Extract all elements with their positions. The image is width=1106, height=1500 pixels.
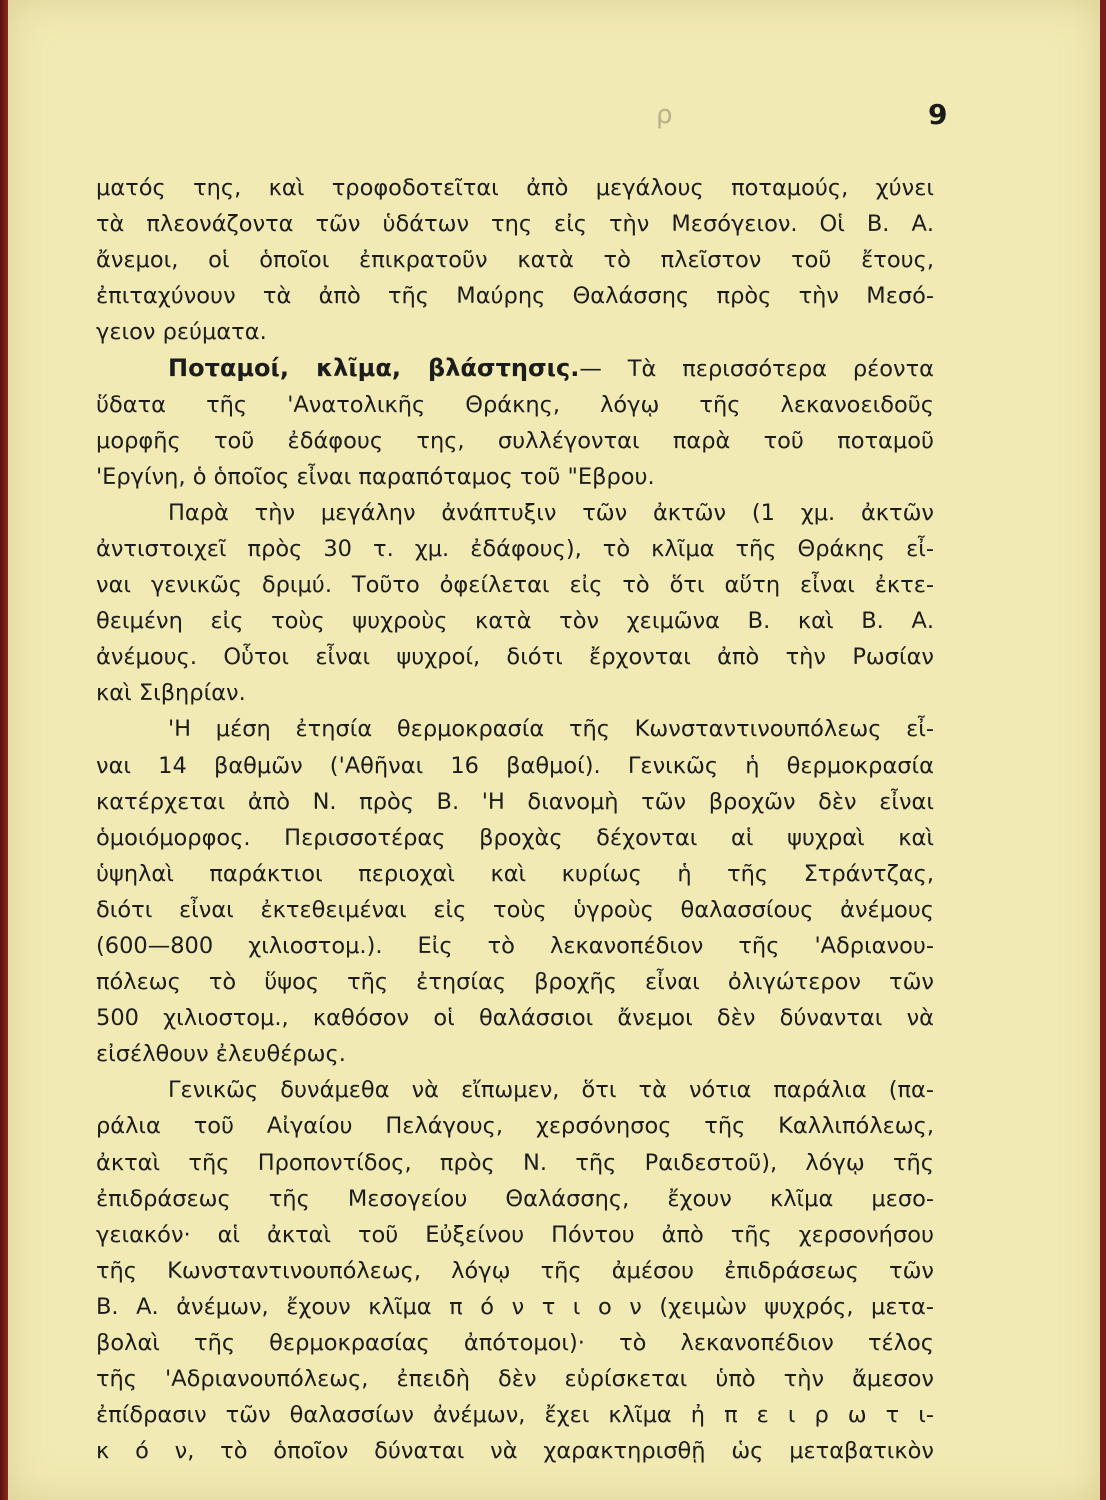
text-line: θειμένη εἰς τοὺς ψυχροὺς κατὰ τὸν χειμῶνα Β. καὶ Β. Α.	[96, 608, 934, 635]
text-line: βολαὶ τῆς θερμοκρασίας ἀπότομοι)· τὸ λεκανοπέδιον τέλος	[96, 1330, 934, 1356]
section-heading: Ποταμοί, κλῖμα, βλάστησις.	[168, 354, 580, 383]
text-line: τὰ πλεονάζοντα τῶν ὑδάτων της εἰς τὴν Μεσόγειον. Οἱ Β. Α.	[96, 211, 934, 238]
text-line: εἰσέλθουν ἐλευθέρως.	[96, 1041, 346, 1068]
text-line: διότι εἶναι ἐκτεθειμέναι εἰς τοὺς ὑγροὺς θαλασσίους ἀνέμους	[96, 896, 934, 923]
text-line: ματός της, καὶ τροφοδοτεῖται ἀπὸ μεγάλους ποταμούς, χύνει	[96, 175, 934, 201]
text-line: πόλεως τὸ ὕψος τῆς ἐτησίας βροχῆς εἶναι ὀλιγώτερον τῶν	[96, 969, 934, 996]
text-line: καὶ Σιβηρίαν.	[96, 680, 246, 707]
text-line: κατέρχεται ἀπὸ Ν. πρὸς Β. 'Η διανομὴ τῶν βροχῶν δὲν εἶναι	[96, 788, 934, 815]
text-line: τῆς 'Αδριανουπόλεως, ἐπειδὴ δὲν εὑρίσκεται ὑπὸ τὴν ἄμεσον	[96, 1366, 934, 1393]
page-edge	[0, 0, 8, 1500]
text-line: 500 χιλιοστομ., καθόσον οἱ θαλάσσιοι ἄνεμοι δὲν δύνανται νὰ	[96, 1005, 934, 1032]
text-line: 'Εργίνη, ὁ ὁποῖος εἶναι παραπόταμος τοῦ "Εβρου.	[96, 463, 655, 490]
book-page	[8, 0, 1100, 1500]
text-line: 'Η μέση ἐτησία θερμοκρασία τῆς Κωνσταντινουπόλεως εἶ-	[168, 716, 934, 743]
text-line: μορφῆς τοῦ ἐδάφους της, συλλέγονται παρὰ τοῦ ποταμοῦ	[96, 427, 934, 454]
text-line: ἀντιστοιχεῖ πρὸς 30 τ. χμ. ἐδάφους), τὸ κλῖμα τῆς Θράκης εἶ-	[96, 535, 934, 562]
text-line: ναι γενικῶς δριμύ. Τοῦτο ὀφείλεται εἰς τὸ ὅτι αὕτη εἶναι ἐκτε-	[96, 572, 934, 599]
section-heading-line	[96, 350, 934, 386]
text-line: κ ό ν, τὸ ὁποῖον δύναται νὰ χαρακτηρισθῇ ὡς μεταβατικὸν	[96, 1438, 934, 1465]
text-line: ναι 14 βαθμῶν ('Αθῆναι 16 βαθμοί). Γενικῶς ἡ θερμοκρασία	[96, 752, 934, 779]
text-line: ἐπιταχύνουν τὰ ἀπὸ τῆς Μαύρης Θαλάσσης πρὸς τὴν Μεσό-	[96, 283, 934, 310]
text-line: ράλια τοῦ Αἰγαίου Πελάγους, χερσόνησος τῆς Καλλιπόλεως,	[96, 1113, 934, 1140]
text-line: ἐπίδρασιν τῶν θαλασσίων ἀνέμων, ἔχει κλῖμα ἠ π ε ι ρ ω τ ι-	[96, 1402, 934, 1429]
pencil-mark-icon: ρ	[656, 100, 673, 130]
text-line: γειακόν· αἱ ἀκταὶ τοῦ Εὐξείνου Πόντου ἀπὸ τῆς χερσονήσου	[96, 1221, 934, 1248]
text-line: Παρὰ τὴν μεγάλην ἀνάπτυξιν τῶν ἀκτῶν (1 χμ. ἀκτῶν	[168, 499, 934, 526]
text-line: ὕδατα τῆς 'Ανατολικῆς Θράκης, λόγῳ τῆς λεκανοειδοῦς	[96, 391, 934, 418]
text-line: — Τὰ περισσότερα ρέοντα	[579, 356, 934, 383]
text-line: ὁμοιόμορφος. Περισσοτέρας βροχὰς δέχονται αἱ ψυχραὶ καὶ	[96, 824, 934, 851]
text-line: Γενικῶς δυνάμεθα νὰ εἴπωμεν, ὅτι τὰ νότια παράλια (πα-	[168, 1077, 934, 1104]
text-line: ἐπιδράσεως τῆς Μεσογείου Θαλάσσης, ἔχουν κλῖμα μεσο-	[96, 1185, 934, 1212]
text-line: Β. Α. ἀνέμων, ἔχουν κλῖμα π ό ν τ ι ο ν (χειμὼν ψυχρός, μετα-	[96, 1293, 934, 1320]
text-line: γειον ρεύματα.	[96, 319, 267, 346]
text-line: ἀκταὶ τῆς Προποντίδος, πρὸς Ν. τῆς Ραιδεστοῦ), λόγῳ τῆς	[96, 1149, 934, 1176]
text-line: τῆς Κωνσταντινουπόλεως, λόγῳ τῆς ἀμέσου ἐπιδράσεως τῶν	[96, 1257, 934, 1284]
text-line: ἄνεμοι, οἱ ὁποῖοι ἐπικρατοῦν κατὰ τὸ πλεῖστον τοῦ ἔτους,	[96, 247, 934, 274]
body-text	[96, 170, 934, 1469]
text-line: ἀνέμους. Οὗτοι εἶναι ψυχροί, διότι ἔρχονται ἀπὸ τὴν Ρωσίαν	[96, 644, 934, 671]
page-number: 9	[928, 98, 948, 131]
text-line: (600—800 χιλιοστομ.). Εἰς τὸ λεκανοπέδιον τῆς 'Αδριανου-	[96, 932, 934, 959]
text-line: ὑψηλαὶ παράκτιοι περιοχαὶ καὶ κυρίως ἡ τῆς Στράντζας,	[96, 860, 934, 887]
